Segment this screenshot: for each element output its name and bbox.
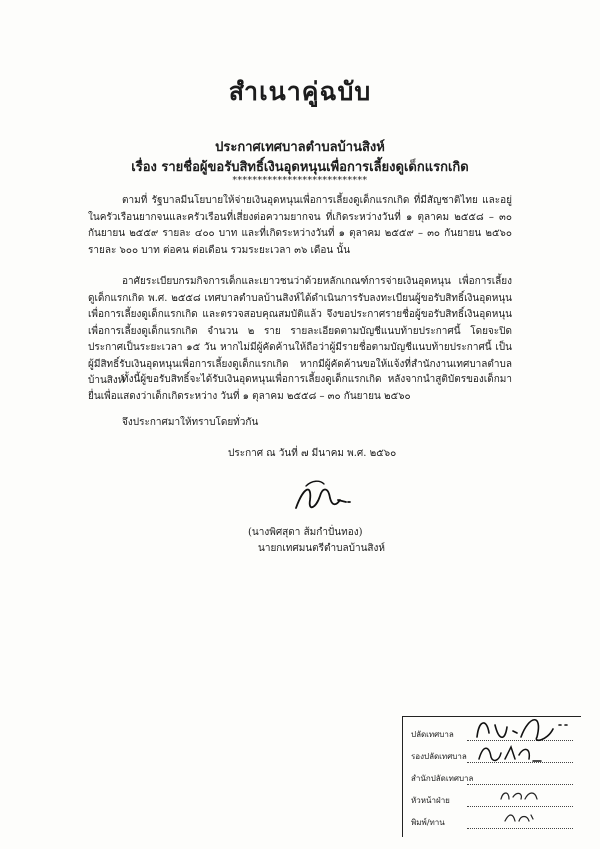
routing-label: สำนักปลัดเทศบาล <box>411 774 474 783</box>
paragraph-policy: ตามที่ รัฐบาลมีนโยบายให้จ่ายเงินอุดหนุนเพื่อการเลี้ยงดูเด็กแรกเกิด ที่มีสัญชาติไทย และอยู่ในครัวเรือนยากจนและครัวเรือนที่เสี่ยงต่อความยากจน ที่เกิดระหว่างวันที่ ๑ ตุลาคม ๒๕๕๘ – ๓๐ กันยายน ๒๕๕๙ รายละ ๔๐๐ บาท และที่เกิดระหว่างวันที่ ๑ ตุลาคม ๒๕๕๙ – ๓๐ กันยายน ๒๕๖๐ รายละ ๖๐๐ บาท ต่อคน ต่อเดือน รวมระยะเวลา ๓๖ เดือน นั้น <box>88 195 512 256</box>
signer-name: (นางพิศสุดา ส้มกำปั่นทอง) <box>248 527 363 538</box>
signer-position: นายกเทศมนตรีตำบลบ้านสิงห์ <box>258 543 385 554</box>
separator-line: *************************** <box>232 176 368 186</box>
announcement-date: ประกาศ ณ วันที่ ๗ มีนาคม พ.ศ. ๒๕๖๐ <box>228 448 397 459</box>
routing-row-typist <box>411 813 577 835</box>
copy-label: สำเนาคู่ฉบับ <box>228 77 372 106</box>
handwritten-initial-deputy <box>475 739 545 767</box>
routing-label: รองปลัดเทศบาล <box>411 752 467 761</box>
paragraph-closing: จึงประกาศมาให้ทราบโดยทั่วกัน <box>122 417 259 428</box>
routing-box <box>402 716 581 837</box>
paragraph-registration: อาศัยระเบียบกรมกิจการเด็กและเยาวชนว่าด้วยหลักเกณฑ์การจ่ายเงินอุดหนุน เพื่อการเลี้ยงดูเด็กแรกเกิด พ.ศ. ๒๕๕๘ เทศบาลตำบลบ้านสิงห์ได้ดำเนินการรับลงทะเบียนผู้ขอรับสิทธิ์เงินอุดหนุนเพื่อการเลี้ยงดูเด็กแรกเกิด และตรวจสอบคุณสมบัติแล้ว จึงขอประกาศรายชื่อผู้ขอรับสิทธิ์เงินอุดหนุนเพื่อการเลี้ยงดูเด็กแรกเกิด จำนวน ๒ ราย รายละเอียดตามบัญชีแนบท้ายประกาศนี้ โดยจะปิดประกาศเป็นระยะเวลา ๑๕ วัน หากไม่มีผู้คัดค้านให้ถือว่าผู้มีรายชื่อตามบัญชีแนบท้ายประกาศนี้ เป็นผู้มีสิทธิ์รับเงินอุดหนุนเพื่อการเลี้ยงดูเด็กแรกเกิด หากมีผู้คัดค้านขอให้แจ้งที่สำนักงานเทศบาลตำบลบ้านสิงห์ <box>88 276 512 386</box>
announcement-subject: เรื่อง รายชื่อผู้ขอรับสิทธิ์เงินอุดหนุนเพื่อการเลี้ยงดูเด็กแรกเกิด <box>131 160 469 175</box>
mayor-signature <box>286 478 366 518</box>
routing-dotted-line <box>467 784 573 785</box>
routing-dotted-line <box>467 806 573 807</box>
handwritten-initial-typist <box>501 809 537 827</box>
routing-label: พิมพ์/ทาน <box>411 818 445 827</box>
routing-row-office <box>411 769 577 791</box>
routing-dotted-line <box>467 828 573 829</box>
routing-row-section-head <box>411 791 577 813</box>
routing-label: ปลัดเทศบาล <box>411 730 454 739</box>
handwritten-initial-section-head <box>497 787 543 805</box>
paragraph-birth-certificate: ทั้งนี้ผู้ขอรับสิทธิ์จะได้รับเงินอุดหนุนเพื่อการเลี้ยงดูเด็กแรกเกิด หลังจากนำสูติบัตรของเด็กมายื่นเพื่อแสดงว่าเด็กเกิดระหว่าง วันที่ ๑ ตุลาคม ๒๕๕๘ – ๓๐ กันยายน ๒๕๖๐ <box>88 374 512 402</box>
routing-label: หัวหน้าฝ่าย <box>411 796 450 805</box>
announcement-title: ประกาศเทศบาลตำบลบ้านสิงห์ <box>215 140 385 155</box>
